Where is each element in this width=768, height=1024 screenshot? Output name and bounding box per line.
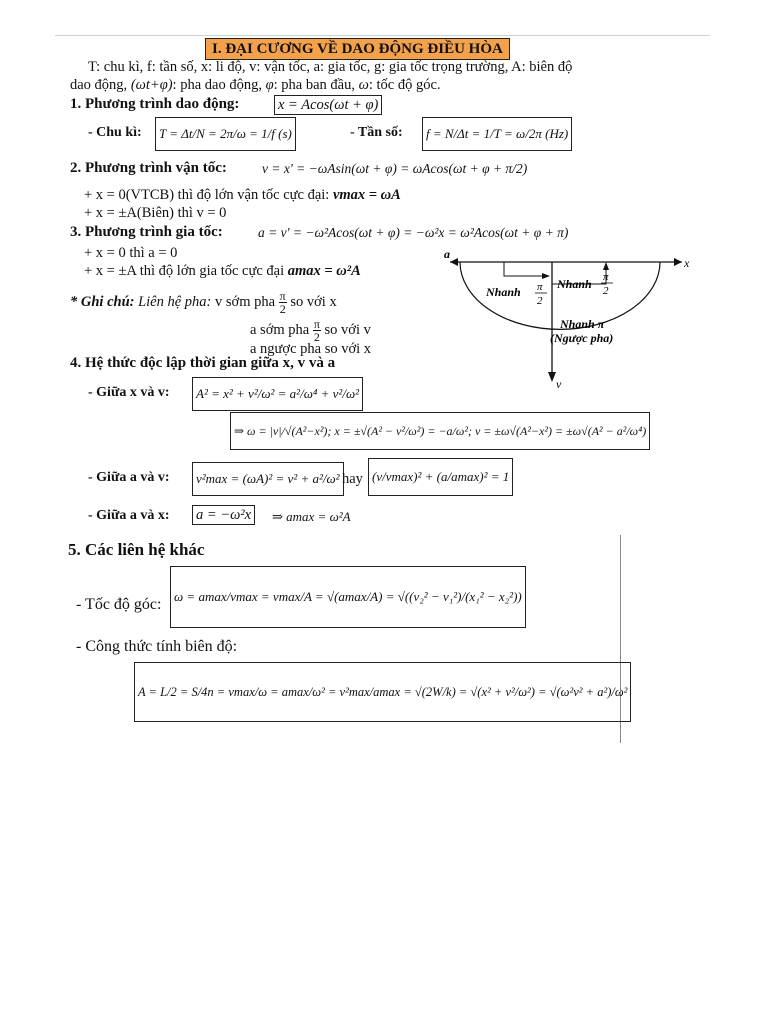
- amplitude-formula-box: A = L/2 = S/4n = vmax/ω = amax/ω² = v²max/amax = √(2W/k) = √(x² + v²/ω²) = √(ω²v² + a²)/ω²: [134, 662, 631, 722]
- section-2-heading: 2. Phương trình vận tốc:: [70, 160, 227, 176]
- opposite-phase-label: (Ngược pha): [550, 331, 614, 345]
- amplitude-label: - Công thức tính biên độ:: [76, 638, 238, 655]
- phase-note-line-3: a ngược pha so với x: [250, 341, 372, 357]
- section-5-heading: 5. Các liên hệ khác: [68, 540, 205, 559]
- ax-formula-box: a = −ω²x: [192, 505, 255, 525]
- acceleration-equation: a = v' = −ω²Acos(ωt + φ) = −ω²x = ω²Acos(ωt + φ + π): [258, 225, 569, 240]
- frequency-formula-box: f = N/Δt = 1/T = ω/2π (Hz): [422, 117, 572, 151]
- section-3-heading: 3. Phương trình gia tốc:: [70, 224, 223, 240]
- x-axis-label: x: [684, 256, 690, 270]
- acceleration-bullet-2: + x = ±A thì độ lớn gia tốc cực đại amax = ω²A: [84, 263, 361, 279]
- ax-label: - Giữa a và x:: [88, 508, 170, 523]
- intro-line-2: dao động, (ωt+φ): pha dao động, φ: pha ban đầu, ω: tốc độ góc.: [70, 77, 441, 93]
- xv-formula-box: A² = x² + v²/ω² = a²/ω⁴ + v²/ω²: [192, 377, 363, 411]
- right-angle-arrow-1: [504, 262, 548, 276]
- a-axis-label: a: [444, 248, 450, 261]
- intro-line-1: T: chu kì, f: tần số, x: li độ, v: vận tốc, a: gia tốc, g: gia tốc trọng trường, A: biên độ: [88, 59, 573, 75]
- fast-1-two: 2: [537, 295, 543, 307]
- velocity-equation: v = x' = −ωAsin(ωt + φ) = ωAcos(ωt + φ + π/2): [262, 161, 528, 176]
- phase-note-line-2: a sớm pha $\frac{\pi}{2}$ so với v: [250, 317, 371, 344]
- v-axis-arrow: [548, 372, 556, 382]
- page-title: I. ĐẠI CƯƠNG VỀ DAO ĐỘNG ĐIỀU HÒA: [205, 38, 510, 60]
- fast-2-two: 2: [603, 285, 609, 297]
- section-4-heading: 4. Hệ thức độc lập thời gian giữa x, v và a: [70, 355, 336, 371]
- angular-speed-formula-box: ω = amax/vmax = vmax/A = √(amax/A) = √((v₂² − v₁²)/(x₁² − x₂²)): [170, 566, 526, 628]
- fast-label-2: Nhanh: [557, 277, 592, 291]
- phase-note-line-1: * Ghi chú: Liên hệ pha: v sớm pha $\frac{\pi}{2}$ so với x: [70, 289, 337, 316]
- fast-2-pi: π: [603, 271, 609, 283]
- velocity-bullet-2: + x = ±A(Biên) thì v = 0: [84, 205, 227, 221]
- fast-1-pi: π: [537, 281, 543, 293]
- av-formula-box-2: (v/vmax)² + (a/amax)² = 1: [368, 458, 513, 496]
- v-axis-label: v: [556, 377, 562, 388]
- period-formula-box: T = Δt/N = 2π/ω = 1/f (s): [155, 117, 296, 151]
- ax-formula-2: ⇒ amax = ω²A: [272, 509, 351, 524]
- fast-label-3: Nhanh π: [560, 317, 605, 331]
- av-hay: hay: [342, 471, 363, 487]
- xv-derived-box: ⇒ ω = |v|/√(A²−x²); x = ±√(A² − v²/ω²) = −a/ω²; v = ±ω√(A²−x²) = ±ω√(A² − a²/ω⁴): [230, 412, 650, 450]
- av-label: - Giữa a và v:: [88, 470, 170, 485]
- angular-speed-label: - Tốc độ góc:: [76, 596, 162, 613]
- velocity-bullet-1: + x = 0(VTCB) thì độ lớn vận tốc cực đại: vmax = ωA: [84, 187, 401, 203]
- av-formula-box: v²max = (ωA)² = v² + a²/ω²: [192, 462, 344, 496]
- acceleration-bullet-1: + x = 0 thì a = 0: [84, 245, 178, 261]
- section-1-heading: 1. Phương trình dao động:: [70, 96, 240, 112]
- x-axis-arrow: [674, 258, 682, 266]
- top-rule: [55, 35, 710, 36]
- a-axis-arrow: [450, 258, 458, 266]
- phase-diagram: [420, 248, 700, 388]
- period-label: - Chu kì:: [88, 125, 142, 140]
- oscillation-equation-box: x = Acos(ωt + φ): [274, 95, 382, 115]
- xv-label: - Giữa x và v:: [88, 385, 170, 400]
- fast-label-1: Nhanh: [486, 285, 521, 299]
- frequency-label: - Tần số:: [350, 125, 403, 140]
